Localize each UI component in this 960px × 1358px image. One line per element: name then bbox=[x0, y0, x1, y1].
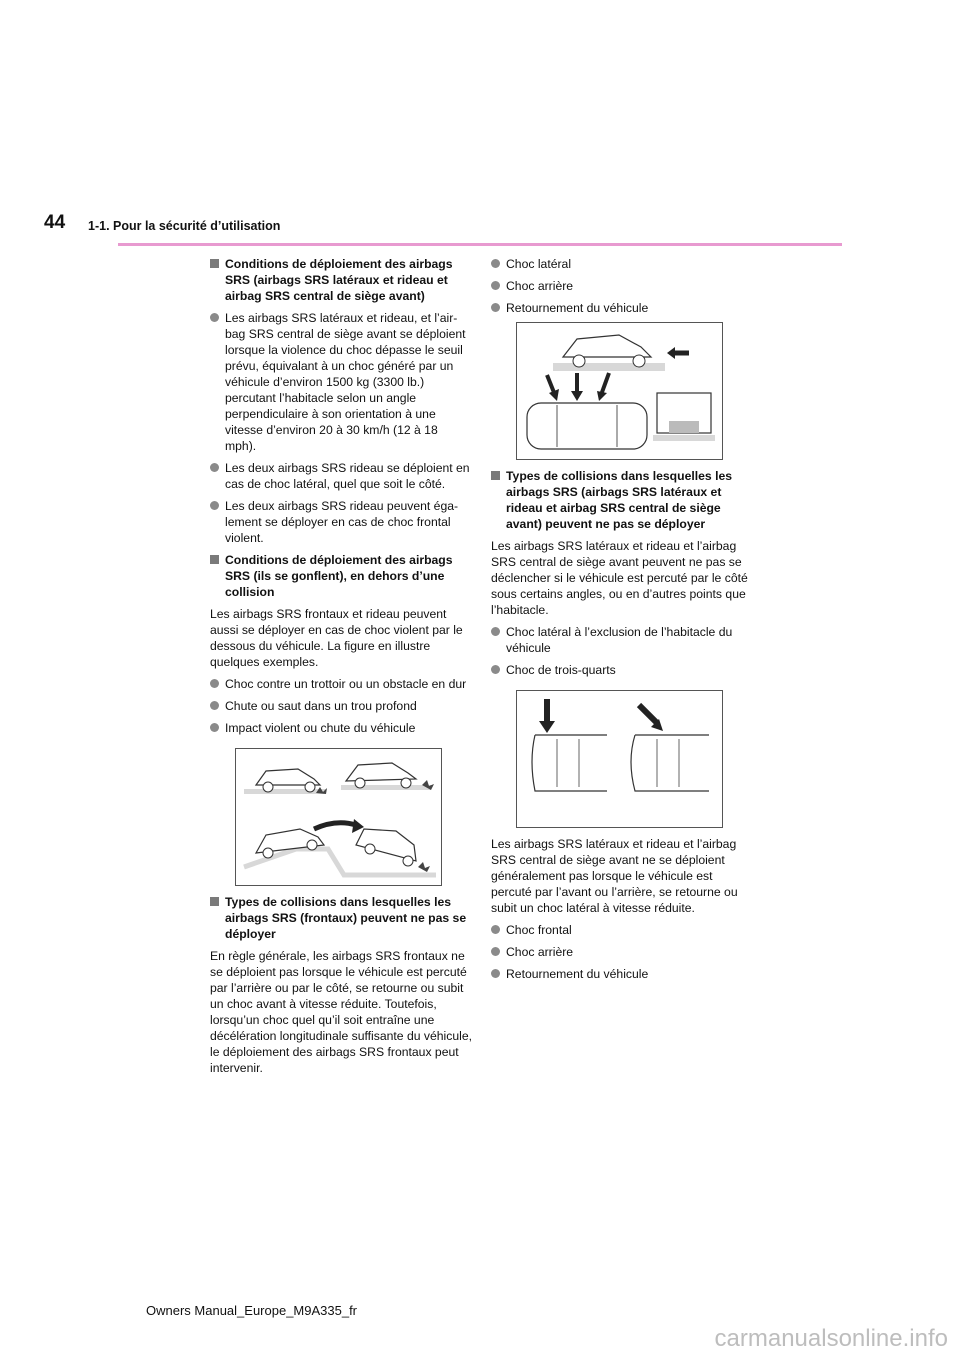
bullet-rear-impact-2: Choc arrière bbox=[491, 944, 753, 960]
figure-side-angle-impacts bbox=[516, 690, 723, 828]
bullet-curtain-side: Les deux airbags SRS rideau se déploient en cas de choc latéral, quel que soit le côté. bbox=[210, 460, 472, 492]
paragraph-frontal-no-deploy: En règle générale, les airbags SRS frontaux ne se déploient pas lorsque le véhicule est percuté par l’arrière ou par le côté, se retourne ou subit un choc avant à vitesse réduite. Toutefois, lorsqu’un choc quel qu’il soit entraîne une décélération longitudinale suffisante du véhicule, le déploiement des airbags SRS frontaux peut intervenir. bbox=[210, 949, 472, 1075]
bullet-side-threshold: Les airbags SRS latéraux et rideau, et l’air-bag SRS central de siège avant se déploient lorsque la violence du choc dépasse le seuil prévu, équivalant à un choc généré par un véhicule d’environ 1500 kg (3300 lb.) percutant l’habitacle selon un angle perpendiculaire à son orientation à une vitesse d’environ 20 à 30 km/h (12 à 18 mph). bbox=[210, 310, 472, 454]
heading-frontal-no-deploy: Types de collisions dans lesquelles les airbags SRS (frontaux) peuvent ne pas se déployer bbox=[210, 894, 472, 942]
right-column bbox=[491, 256, 753, 988]
heading-deployment-side: Conditions de déploiement des airbags SRS (airbags SRS latéraux et rideau et airbag SRS central de siège avant) bbox=[210, 256, 472, 304]
bullet-rollover: Retournement du véhicule bbox=[491, 300, 753, 316]
section-title: 1-1. Pour la sécurité d’utilisation bbox=[88, 219, 281, 233]
footer-manual-id: Owners Manual_Europe_M9A335_fr bbox=[146, 1303, 358, 1318]
bullet-rollover-2: Retournement du véhicule bbox=[491, 966, 753, 982]
bullet-three-quarter: Choc de trois-quarts bbox=[491, 662, 753, 678]
bullet-rear-impact: Choc arrière bbox=[491, 278, 753, 294]
watermark: carmanualsonline.info bbox=[714, 1325, 948, 1352]
bullet-curb: Choc contre un trottoir ou un obstacle en dur bbox=[210, 676, 472, 692]
paragraph-side-no-deploy: Les airbags SRS latéraux et rideau et l’airbag SRS central de siège avant peuvent ne pas se déclencher si le véhicule est percuté par le côté sous certains angles, ou en d’autres points que l’habitacle. bbox=[491, 539, 748, 617]
bullet-side-impact: Choc latéral bbox=[491, 256, 753, 272]
bullet-violent-impact: Impact violent ou chute du véhicule bbox=[210, 720, 472, 736]
bullet-hole: Chute ou saut dans un trou profond bbox=[210, 698, 472, 714]
page-number: 44 bbox=[44, 212, 66, 233]
figure-underbody-impacts bbox=[235, 748, 442, 886]
heading-side-no-deploy: Types de collisions dans lesquelles les airbags SRS (airbags SRS latéraux et rideau et airbag SRS central de siège avant) peuvent ne pas se déployer bbox=[491, 468, 753, 532]
header-rule bbox=[118, 243, 842, 246]
paragraph-non-collision: Les airbags SRS frontaux et rideau peuvent aussi se déployer en cas de choc violent par le dessous du véhicule. La figure en illustre quelques exemples. bbox=[210, 607, 463, 669]
left-column bbox=[210, 256, 472, 1082]
bullet-side-outside-cabin: Choc latéral à l’exclusion de l’habitacle du véhicule bbox=[491, 624, 753, 656]
bullet-frontal: Choc frontal bbox=[491, 922, 753, 938]
bullet-curtain-frontal: Les deux airbags SRS rideau peuvent éga-lement se déployer en cas de choc frontal violent. bbox=[210, 498, 472, 546]
paragraph-general-no-deploy: Les airbags SRS latéraux et rideau et l’airbag SRS central de siège avant ne se déploient généralement pas lorsque le véhicule est percuté par l’avant ou l’arrière, se retourne ou subit un choc latéral à vitesse réduite. bbox=[491, 837, 738, 915]
figure-side-rear-rollover bbox=[516, 322, 723, 460]
heading-non-collision: Conditions de déploiement des airbags SRS (ils se gonflent), en dehors d’une collision bbox=[210, 552, 472, 600]
